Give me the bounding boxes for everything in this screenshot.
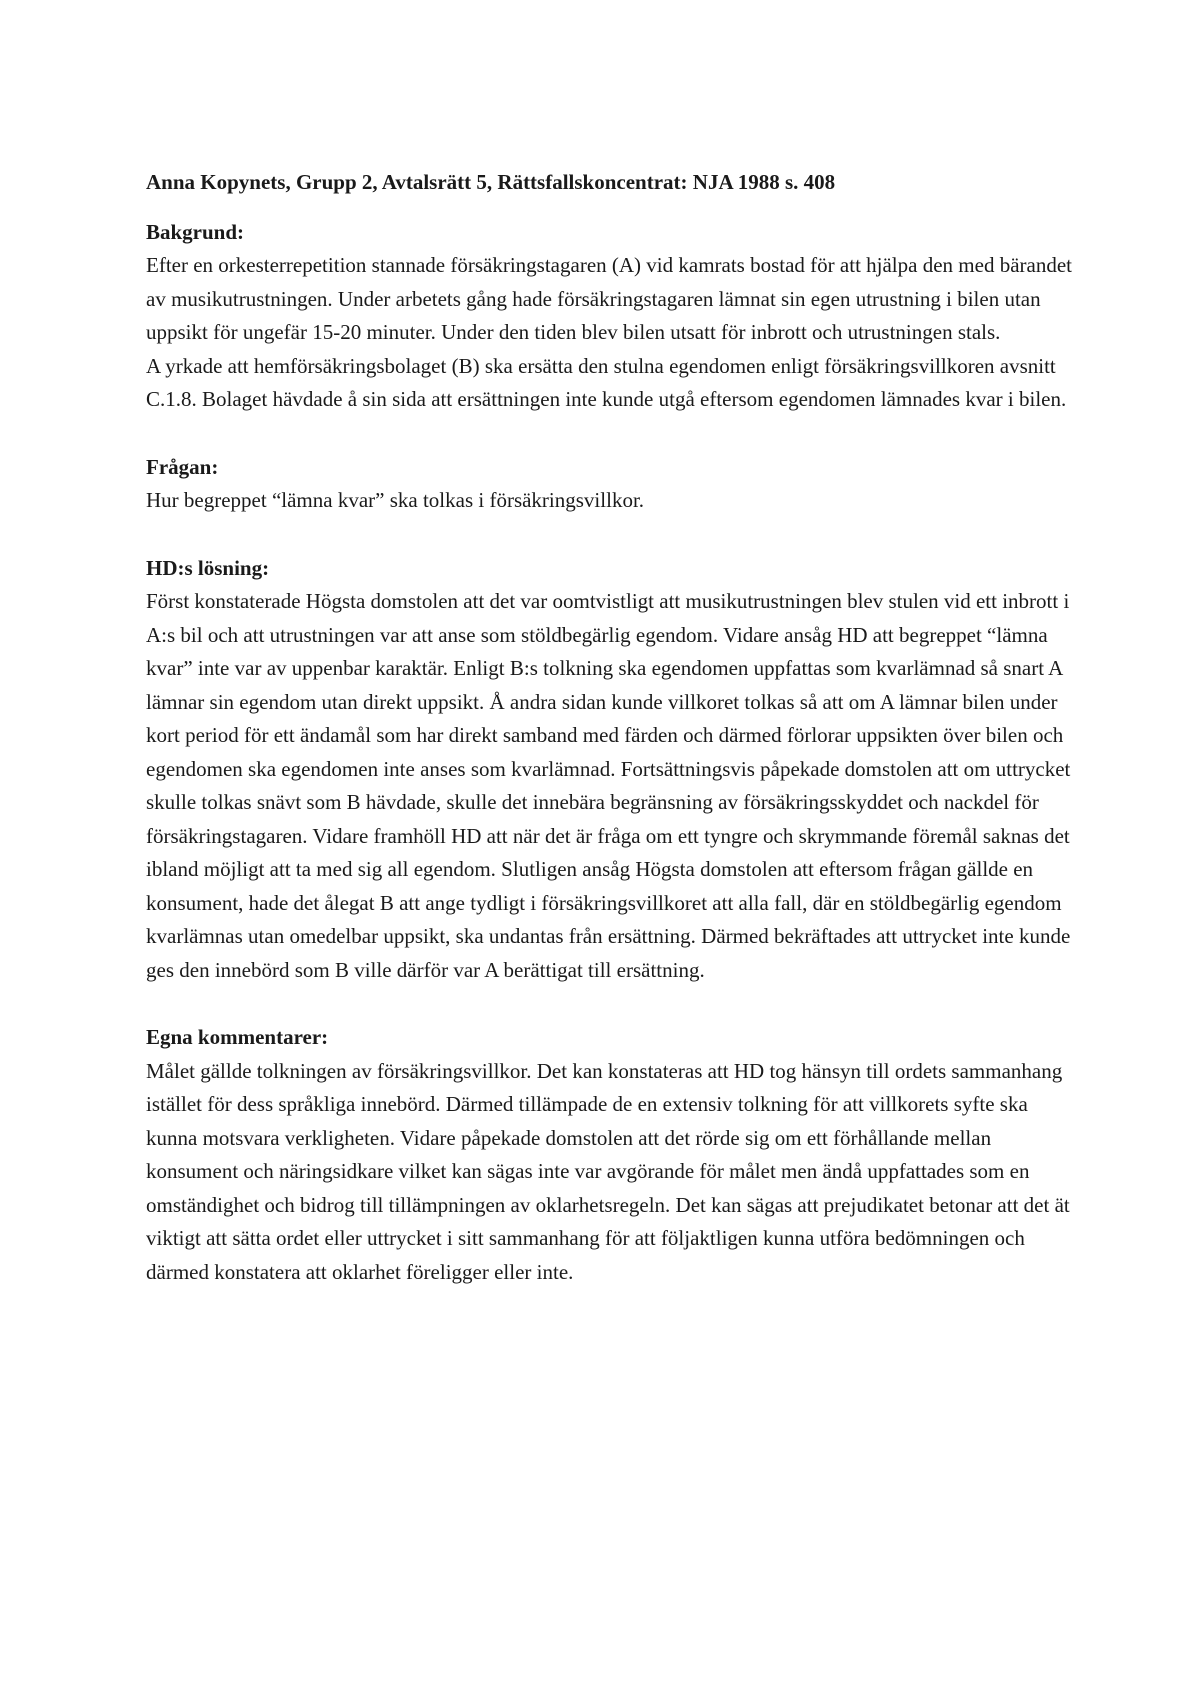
section-paragraph: Målet gällde tolkningen av försäkringsvillkor. Det kan konstateras att HD tog hänsyn till ordets sammanhang istället för dess språkliga innebörd. Därmed tillämpade de en extensiv tolkning för att villkorets syfte ska kunna motsvara verkligheten. Vidare påpekade domstolen att det rörde sig om ett förhållande mellan konsument och näringsidkare vilket kan sägas inte var avgörande för målet men ändå uppfattades som en omständighet och bidrog till tillämpningen av oklarhetsregeln. Det kan sägas att prejudikatet betonar att det ät viktigt att sätta ordet eller uttrycket i sitt sammanhang för att följaktligen kunna utföra bedömningen och därmed konstatera att oklarhet föreligger eller inte.: [146, 1058, 1070, 1284]
section-heading: HD:s lösning:: [146, 555, 270, 580]
section-paragraph: A yrkade att hemförsäkringsbolaget (B) ska ersätta den stulna egendomen enligt försäkringsvillkoren avsnitt C.1.8. Bolaget hävdade å sin sida att ersättningen inte kunde utgå eftersom egendomen lämnades kvar i bilen.: [146, 353, 1067, 411]
document-body: [146, 166, 1076, 1289]
section-fragan: [146, 451, 1076, 518]
section-paragraph: Efter en orkesterrepetition stannade försäkringstagaren (A) vid kamrats bostad för att hjälpa den med bärandet av musikutrustningen. Under arbetets gång hade försäkringstagaren lämnat sin egen utrustning i bilen utan uppsikt för ungefär 15-20 minuter. Under den tiden blev bilen utsatt för inbrott och utrustningen stals.: [146, 253, 1072, 344]
document-title: Anna Kopynets, Grupp 2, Avtalsrätt 5, Rättsfallskoncentrat: NJA 1988 s. 408: [146, 170, 836, 194]
section-paragraph: Först konstaterade Högsta domstolen att det var oomtvistligt att musikutrustningen blev stulen vid ett inbrott i A:s bil och att utrustningen var att anse som stöldbegärlig egendom. Vidare ansåg HD att begreppet “lämna kvar” inte var av uppenbar karaktär. Enligt B:s tolkning ska egendomen uppfattas som kvarlämnad så snart A lämnar sin egendom utan direkt uppsikt. Å andra sidan kunde villkoret tolkas så att om A lämnar bilen under kort period för ett ändamål som har direkt samband med färden och därmed förlorar uppsikten över bilen och egendomen ska egendomen inte anses som kvarlämnad. Fortsättningsvis påpekade domstolen att om uttrycket skulle tolkas snävt som B hävdade, skulle det innebära begränsning av försäkringsskyddet och nackdel för försäkringstagaren. Vidare framhöll HD att när det är fråga om ett tyngre och skrymmande föremål saknas det ibland möjligt att ta med sig all egendom. Slutligen ansåg Högsta domstolen att eftersom frågan gällde en konsument, hade det ålegat B att ange tydligt i försäkringsvillkoret att alla fall, där en stöldbegärlig egendom kvarlämnas utan omedelbar uppsikt, ska undantas från ersättning. Därmed bekräftades att uttrycket inte kunde ges den innebörd som B ville därför var A berättigat till ersättning.: [146, 589, 1071, 982]
section-heading: Egna kommentarer:: [146, 1025, 329, 1049]
section-heading: Frågan:: [146, 454, 219, 479]
section-heading: Bakgrund:: [146, 219, 245, 244]
section-hd-losning: [146, 552, 1076, 988]
section-paragraph: Hur begreppet “lämna kvar” ska tolkas i försäkringsvillkor.: [146, 488, 645, 512]
section-bakgrund: [146, 216, 1076, 417]
section-egna-kommentarer: [146, 1021, 1076, 1289]
